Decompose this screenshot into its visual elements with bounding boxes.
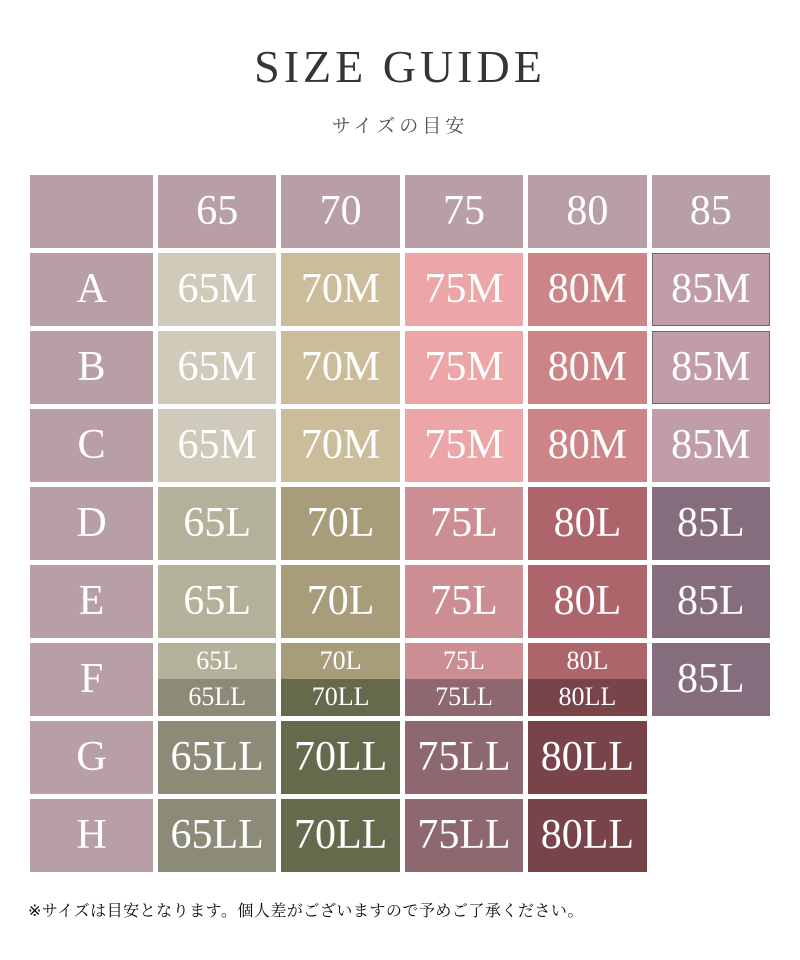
row-label-F: F xyxy=(30,643,153,716)
row-label-C: C xyxy=(30,409,153,482)
row-label-D: D xyxy=(30,487,153,560)
size-cell-split xyxy=(158,643,276,716)
size-cell-85L: 85L xyxy=(652,487,770,560)
row-label-G: G xyxy=(30,721,153,794)
empty-cell xyxy=(652,721,770,794)
size-cell-75LL: 75LL xyxy=(405,721,523,794)
size-cell-75LL: 75LL xyxy=(405,799,523,872)
size-cell-70LL: 70LL xyxy=(281,679,399,716)
column-header-80: 80 xyxy=(528,175,646,248)
row-label-E: E xyxy=(30,565,153,638)
size-cell-65L: 65L xyxy=(158,565,276,638)
size-cell-65L: 65L xyxy=(158,643,276,680)
size-cell-80L: 80L xyxy=(528,565,646,638)
size-cell-75L: 75L xyxy=(405,643,523,680)
size-cell-75L: 75L xyxy=(405,565,523,638)
corner-cell xyxy=(30,175,153,248)
size-cell-75M: 75M xyxy=(405,409,523,482)
size-cell-70M: 70M xyxy=(281,409,399,482)
size-cell-85M: 85M xyxy=(652,331,770,404)
row-label-A: A xyxy=(30,253,153,326)
size-cell-70M: 70M xyxy=(281,331,399,404)
size-cell-65L: 65L xyxy=(158,487,276,560)
size-cell-80M: 80M xyxy=(528,253,646,326)
column-header-85: 85 xyxy=(652,175,770,248)
size-cell-80LL: 80LL xyxy=(528,721,646,794)
size-cell-70LL: 70LL xyxy=(281,799,399,872)
size-cell-65M: 65M xyxy=(158,409,276,482)
size-cell-85L: 85L xyxy=(652,643,770,716)
page-title: SIZE GUIDE xyxy=(254,41,546,92)
size-cell-75M: 75M xyxy=(405,253,523,326)
size-cell-85M: 85M xyxy=(652,409,770,482)
size-cell-70LL: 70LL xyxy=(281,721,399,794)
size-cell-65M: 65M xyxy=(158,331,276,404)
footnote: ※サイズは目安となります。個人差がございますので予めご了承ください。 xyxy=(28,902,584,920)
size-cell-split xyxy=(405,643,523,716)
size-cell-split xyxy=(281,643,399,716)
size-cell-85L: 85L xyxy=(652,565,770,638)
size-cell-70L: 70L xyxy=(281,487,399,560)
size-cell-65LL: 65LL xyxy=(158,799,276,872)
size-cell-80LL: 80LL xyxy=(528,679,646,716)
size-cell-80M: 80M xyxy=(528,331,646,404)
size-cell-split xyxy=(528,643,646,716)
size-guide-page xyxy=(0,42,800,960)
column-header-65: 65 xyxy=(158,175,276,248)
size-cell-65LL: 65LL xyxy=(158,721,276,794)
column-header-75: 75 xyxy=(405,175,523,248)
row-label-B: B xyxy=(30,331,153,404)
size-cell-85M: 85M xyxy=(652,253,770,326)
size-cell-80L: 80L xyxy=(528,487,646,560)
column-header-70: 70 xyxy=(281,175,399,248)
size-cell-65M: 65M xyxy=(158,253,276,326)
size-cell-75M: 75M xyxy=(405,331,523,404)
page-subtitle: サイズの目安 xyxy=(331,115,469,137)
size-cell-75L: 75L xyxy=(405,487,523,560)
size-cell-80M: 80M xyxy=(528,409,646,482)
row-label-H: H xyxy=(30,799,153,872)
size-cell-80L: 80L xyxy=(528,643,646,680)
size-cell-70L: 70L xyxy=(281,565,399,638)
size-cell-70L: 70L xyxy=(281,643,399,680)
size-cell-80LL: 80LL xyxy=(528,799,646,872)
size-cell-70M: 70M xyxy=(281,253,399,326)
size-cell-65LL: 65LL xyxy=(158,679,276,716)
empty-cell xyxy=(652,799,770,872)
size-table xyxy=(30,175,770,872)
size-cell-75LL: 75LL xyxy=(405,679,523,716)
